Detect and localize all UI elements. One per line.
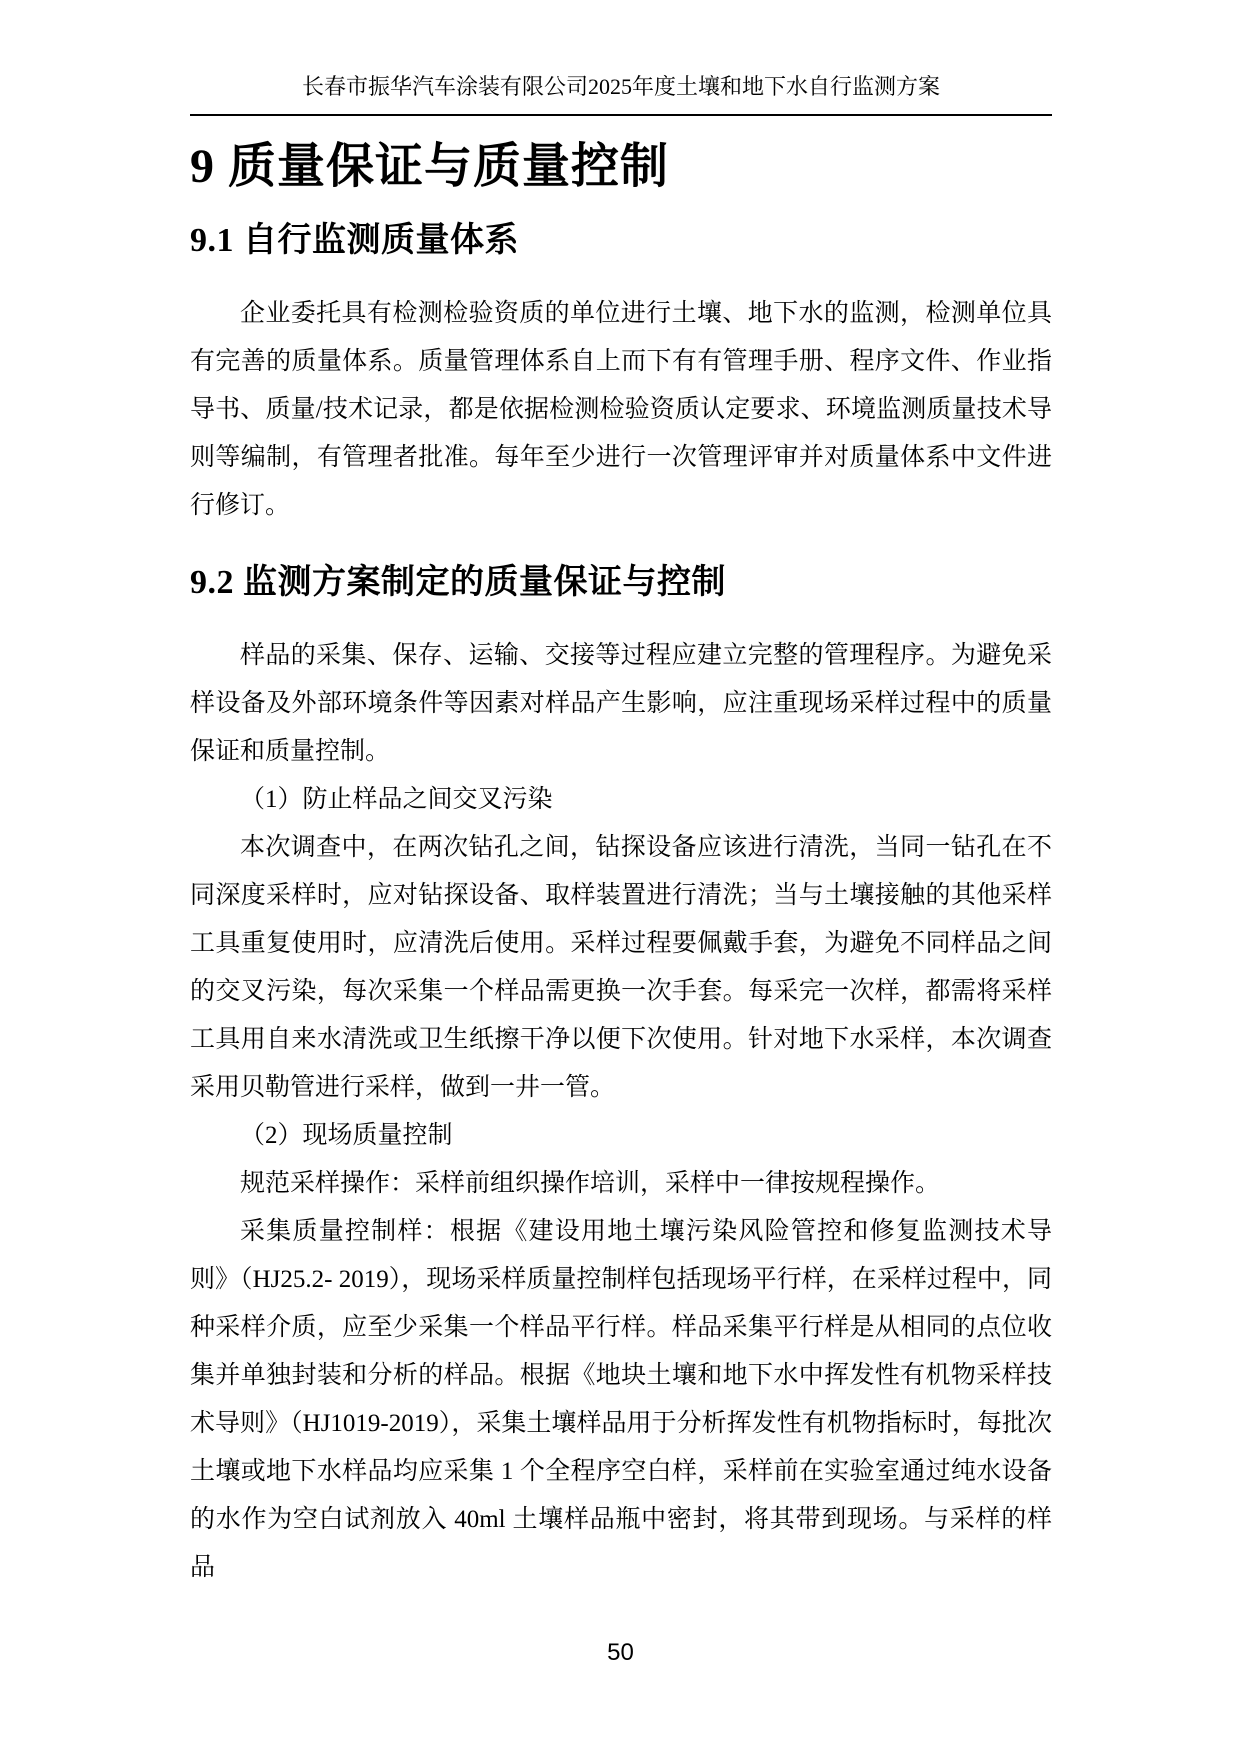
header-divider <box>190 114 1052 116</box>
paragraph-qc-samples: 采集质量控制样：根据《建设用地土壤污染风险管控和修复监测技术导则》（HJ25.2- 2019），现场采样质量控制样包括现场平行样，在采样过程中，同种采样介质，应至少采集一个样品平行样。样品采集平行样是从相同的点位收集并单独封装和分析的样品。根据《地块土壤和地下水中挥发性有机物采样技术导则》（HJ1019-2019），采集土壤样品用于分析挥发性有机物指标时，每批次土壤或地下水样品均应采集 1 个全程序空白样，采样前在实验室通过纯水设备的水作为空白试剂放入 40ml 土壤样品瓶中密封，将其带到现场。与采样的样品 <box>190 1218 1052 1581</box>
chapter-heading: 9 质量保证与质量控制 <box>190 140 670 193</box>
section-heading-9-2: 9.2 监测方案制定的质量保证与控制 <box>190 564 726 601</box>
page-header <box>190 72 1052 116</box>
page-header-title: 长春市振华汽车涂装有限公司2025年度土壤和地下水自行监测方案 <box>301 74 940 99</box>
paragraph-sample-management: 样品的采集、保存、运输、交接等过程应建立完整的管理程序。为避免采样设备及外部环境条件等因素对样品产生影响，应注重现场采样过程中的质量保证和质量控制。 <box>190 642 1052 765</box>
paragraph-sampling-operation: 规范采样操作：采样前组织操作培训，采样中一律按规程操作。 <box>240 1170 941 1197</box>
page-number: 50 <box>607 1639 634 1666</box>
paragraph-9-1-quality-system: 企业委托具有检测检验资质的单位进行土壤、地下水的监测，检测单位具有完善的质量体系。质量管理体系自上而下有有管理手册、程序文件、作业指导书、质量/技术记录，都是依据检测检验资质认定要求、环境监测质量技术导则等编制，有管理者批准。每年至少进行一次管理评审并对质量体系中文件进行修订。 <box>190 300 1052 519</box>
paragraph-item-1-title: （1）防止样品之间交叉污染 <box>240 786 553 813</box>
paragraph-item-2-title: （2）现场质量控制 <box>240 1122 453 1149</box>
paragraph-cross-contamination: 本次调查中，在两次钻孔之间，钻探设备应该进行清洗，当同一钻孔在不同深度采样时，应对钻探设备、取样装置进行清洗；当与土壤接触的其他采样工具重复使用时，应清洗后使用。采样过程要佩戴手套，为避免不同样品之间的交叉污染，每次采集一个样品需更换一次手套。每采完一次样，都需将采样工具用自来水清洗或卫生纸擦干净以便下次使用。针对地下水采样，本次调查采用贝勒管进行采样，做到一井一管。 <box>190 834 1052 1101</box>
section-heading-9-1: 9.1 自行监测质量体系 <box>190 222 519 259</box>
